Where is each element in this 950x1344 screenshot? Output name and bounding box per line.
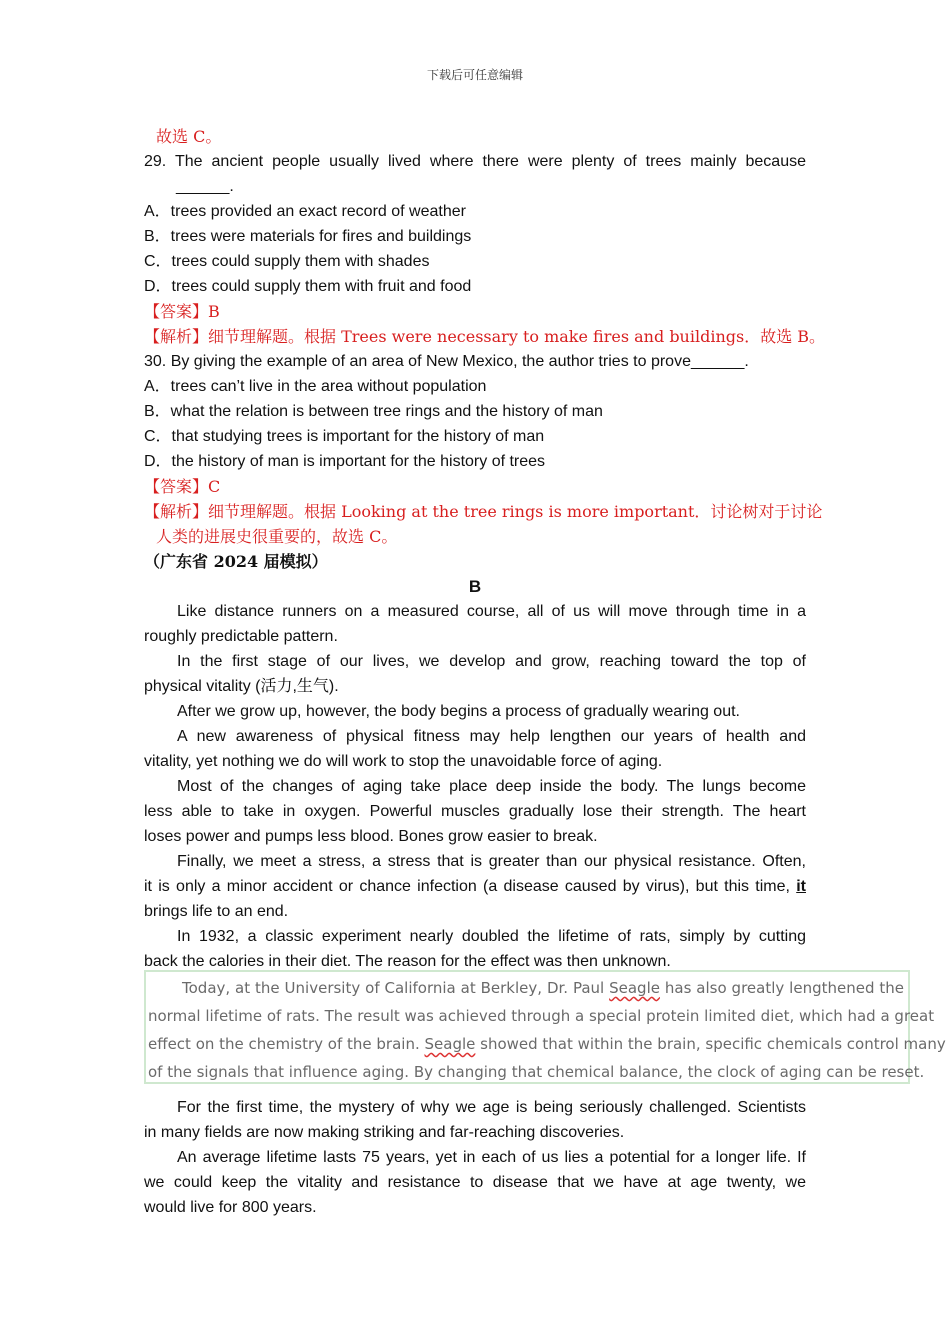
paragraph-9-cont: we could keep the vitality and resistance to disease that we have at age twenty, we — [144, 1174, 806, 1191]
question-30-stem: 30. By giving the example of an area of New Mexico, the author tries to prove______. — [144, 353, 749, 370]
paragraph-8-cont: in many fields are now making striking and far-reaching discoveries. — [144, 1124, 625, 1141]
question-30-option-b: B．what the relation is between tree rings and the history of man — [144, 403, 603, 420]
question-30-option-c: C．that studying trees is important for the history of man — [144, 428, 545, 445]
paragraph-9-end: would live for 800 years. — [144, 1199, 317, 1216]
scanned-line-1-text: Today, at the University of California at Berkley, Dr. Paul — [182, 979, 610, 997]
scanned-line-3-text: effect on the chemistry of the brain. — [148, 1035, 425, 1053]
question-29-option-d: D．trees could supply them with fruit and food — [144, 278, 472, 295]
paragraph-3: After we grow up, however, the body begins a process of gradually wearing out. — [177, 703, 740, 720]
paragraph-4: A new awareness of physical fitness may help lengthen our years of health and — [177, 728, 806, 745]
underlined-word-it: it — [796, 878, 806, 895]
paragraph-8: For the first time, the mystery of why we age is being seriously challenged. Scientists — [177, 1099, 806, 1116]
paragraph-6-end: brings life to an end. — [144, 903, 289, 920]
scanned-text-box — [144, 970, 946, 1084]
paragraph-4-cont: vitality, yet nothing we do will work to stop the unavoidable force of aging. — [144, 753, 663, 770]
question-30-explanation: 【解析】细节理解题。根据 Looking at the tree rings is more important．讨论树对于讨论 — [144, 502, 823, 521]
paragraph-6-text: it is only a minor accident or chance infection (a disease caused by virus), but this time, — [144, 878, 797, 895]
page-header: 下载后可任意编辑 — [426, 68, 523, 82]
scanned-line-2: normal lifetime of rats. The result was achieved through a special protein limited diet, which had a great — [148, 1007, 935, 1025]
section-heading: B — [468, 577, 482, 596]
source-note: （广东省 2024 届模拟） — [144, 552, 328, 571]
question-30-option-a: A．trees can’t live in the area without population — [144, 378, 487, 395]
scanned-line-4: of the signals that influence aging. By changing that chemical balance, the clock of aging can be reset. — [148, 1063, 925, 1081]
question-29-option-a: A．trees provided an exact record of weather — [144, 203, 466, 220]
paragraph-5: Most of the changes of aging take place deep inside the body. The lungs become — [177, 778, 806, 795]
question-29-answer: 【答案】B — [144, 302, 220, 321]
document-body-continued — [144, 1095, 806, 1220]
question-29-blank: ______. — [176, 178, 234, 195]
paragraph-5-cont: less able to take in oxygen. Powerful muscles gradually lose their strength. The heart — [144, 803, 806, 820]
question-29-explanation: 【解析】细节理解题。根据 Trees were necessary to make fires and buildings．故选 B。 — [144, 327, 826, 346]
question-29-option-c: C．trees could supply them with shades — [144, 253, 430, 270]
misspelled-name: Seagle — [424, 1035, 476, 1053]
paragraph-9: An average lifetime lasts 75 years, yet in each of us lies a potential for a longer life. If — [177, 1149, 806, 1166]
question-29-option-b: B．trees were materials for fires and buildings — [144, 228, 472, 245]
misspelled-name: Seagle — [609, 979, 660, 997]
question-30-option-d: D．the history of man is important for the history of trees — [144, 453, 546, 470]
paragraph-1: Like distance runners on a measured course, all of us will move through time in a — [177, 603, 806, 620]
paragraph-6-cont — [144, 874, 806, 899]
scanned-line-3 — [148, 1030, 946, 1058]
paragraph-2: In the first stage of our lives, we develop and grow, reaching toward the top of — [177, 653, 806, 670]
document-body — [144, 124, 826, 974]
paragraph-5-end: loses power and pumps less blood. Bones grow easier to break. — [144, 828, 598, 845]
paragraph-2-cont: physical vitality (活力,生气). — [144, 678, 339, 695]
question-29-stem: 29. The ancient people usually lived where there were plenty of trees mainly because — [144, 153, 806, 170]
paragraph-7: In 1932, a classic experiment nearly doubled the lifetime of rats, simply by cutting — [177, 928, 806, 945]
question-30-explanation-cont: 人类的进展史很重要的，故选 C。 — [156, 527, 398, 546]
paragraph-1-cont: roughly predictable pattern. — [144, 628, 338, 645]
scanned-line-1 — [148, 974, 904, 1002]
scanned-line-3-tail: showed that within the brain, specific chemicals control many — [475, 1035, 946, 1053]
scanned-line-1-tail: has also greatly lengthened the — [659, 979, 904, 997]
question-30-answer: 【答案】C — [144, 477, 221, 496]
paragraph-6: Finally, we meet a stress, a stress that is greater than our physical resistance. Often, — [177, 853, 806, 870]
answer-conclusion: 故选 C。 — [156, 127, 222, 146]
paragraph-7-cont: back the calories in their diet. The reason for the effect was then unknown. — [144, 953, 671, 970]
